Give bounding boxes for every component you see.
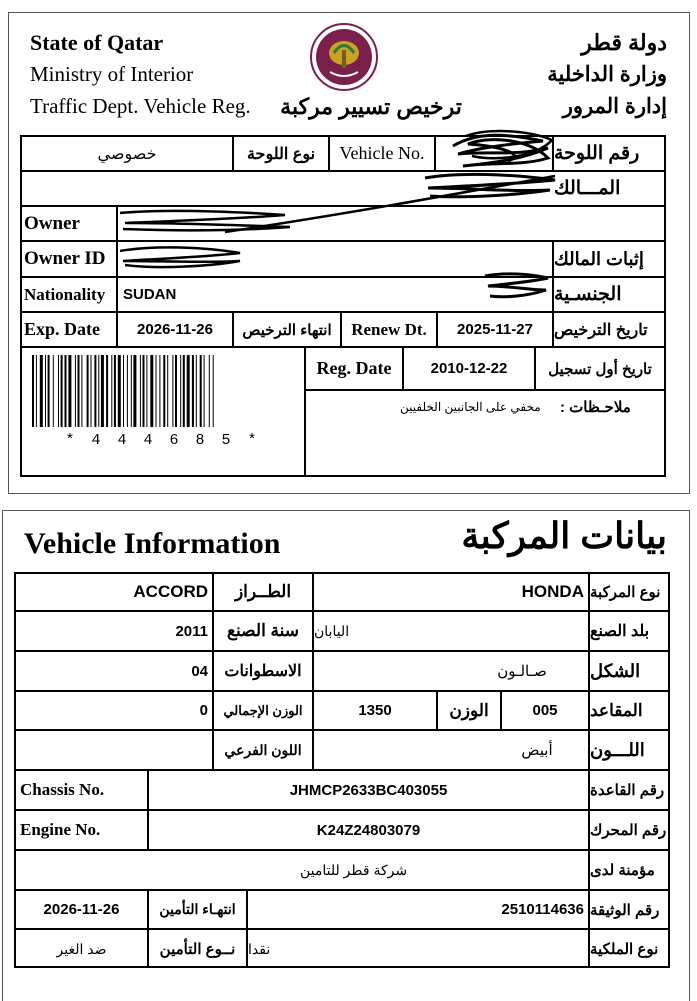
color-value: أبيض: [521, 742, 553, 759]
license-expiry-label: انتهاء الترخيص: [242, 321, 332, 339]
dept-label: Traffic Dept. Vehicle Reg.: [30, 94, 251, 118]
notes-value: مخفي على الجانبين الخلفيين: [400, 400, 541, 414]
barcode-text: * 4 4 4 6 8 5 *: [65, 432, 261, 449]
make-value: HONDA: [521, 582, 584, 601]
redaction-scribble-owner-id: [115, 243, 245, 271]
country-of-make-label: بلد الصنع: [590, 623, 650, 640]
weight-value: 1350: [358, 702, 392, 719]
vehicle-no-label: Vehicle No.: [339, 143, 425, 163]
reg-date-label: Reg. Date: [316, 358, 392, 378]
ministry-label: Ministry of Interior: [30, 62, 194, 86]
year-value: 2011: [175, 622, 208, 640]
dept-label-ar: إدارة المرور: [562, 95, 667, 118]
country-label-ar: دولة قطر: [581, 30, 667, 55]
year-label: سنة الصنع: [226, 621, 300, 640]
weight-label: الوزن: [449, 700, 489, 720]
license-date-label: تاريخ الترخيص: [554, 321, 648, 339]
ownership-type-value: نقدا: [248, 940, 271, 957]
gross-weight-value: 0: [199, 702, 208, 719]
insurance-type-label: نــوع التأمين: [159, 941, 236, 958]
make-label: نوع المركبة: [590, 584, 661, 601]
shape-value: صـالـون: [497, 663, 547, 680]
chassis-value: JHMCP2633BC403055: [289, 781, 448, 799]
exp-date-value: 2026-11-26: [137, 321, 213, 338]
nationality-label-ar: الجنسـية: [554, 284, 622, 305]
ownership-type-label: نوع الملكية: [590, 941, 659, 958]
insurance-expiry-label: انتهـاء التأمين: [159, 901, 236, 917]
policy-value: 2510114636: [501, 901, 584, 918]
renew-date-label: Renew Dt.: [351, 319, 427, 339]
seats-label: المقاعد: [590, 700, 643, 720]
first-reg-label: تاريخ أول تسجيل: [548, 360, 652, 378]
vehicle-info-title: Vehicle Information: [24, 527, 281, 560]
nationality-label: Nationality: [24, 284, 106, 304]
engine-label: Engine No.: [20, 820, 101, 839]
ministry-label-ar: وزارة الداخلية: [547, 63, 667, 86]
owner-label-ar: المـــالك: [554, 178, 621, 199]
redaction-line: [220, 170, 560, 240]
vehicle-info-title-ar: بيانات المركبة: [461, 515, 667, 556]
color-label: اللـــون: [590, 739, 645, 760]
chassis-label-ar: رقم القاعدة: [590, 782, 665, 799]
country-label: State of Qatar: [30, 30, 164, 55]
owner-id-label-ar: إثبات المالك: [554, 248, 644, 269]
redaction-scribble-owner-id-ar: [480, 268, 552, 304]
secondary-color-label: اللون الفرعي: [224, 741, 302, 758]
exp-date-label: Exp. Date: [24, 319, 100, 339]
policy-label: رقم الوثيقة: [590, 901, 660, 919]
ministry-emblem-icon: [308, 20, 380, 94]
insurance-type-value: ضد الغير: [56, 940, 107, 957]
barcode: [32, 355, 294, 427]
owner-label: Owner: [24, 212, 80, 234]
country-of-make-value: اليابان: [314, 622, 350, 639]
card-title-ar: ترخيص تسيير مركبة: [280, 94, 462, 119]
insurer-label: مؤمنة لدى: [590, 862, 655, 879]
nationality-value: SUDAN: [123, 286, 177, 303]
reg-date-value: 2010-12-22: [430, 360, 508, 377]
renew-date-value: 2025-11-27: [457, 321, 533, 338]
redaction-scribble-plate: [448, 126, 558, 176]
engine-value: K24Z24803079: [316, 821, 421, 839]
plate-type-label: نوع اللوحة: [246, 145, 316, 163]
shape-label: الشكل: [590, 660, 641, 681]
cylinders-value: 04: [191, 662, 208, 680]
seats-value: 005: [532, 702, 558, 719]
plate-type-value: خصوصي: [97, 145, 157, 163]
gross-weight-label: الوزن الإجمالي: [223, 702, 303, 718]
insurer-value: شركة قطر للتامين: [300, 861, 408, 878]
insurance-expiry-value: 2026-11-26: [43, 901, 120, 918]
plate-no-label: رقم اللوحة: [554, 143, 640, 164]
model-value: ACCORD: [133, 582, 208, 601]
cylinders-label: الاسطوانات: [224, 663, 302, 680]
notes-label: ملاحـظات :: [560, 399, 631, 416]
owner-id-label: Owner ID: [24, 248, 106, 269]
model-label: الطــراز: [234, 582, 292, 601]
chassis-label: Chassis No.: [20, 780, 105, 799]
engine-label-ar: رقم المحرك: [590, 822, 666, 839]
